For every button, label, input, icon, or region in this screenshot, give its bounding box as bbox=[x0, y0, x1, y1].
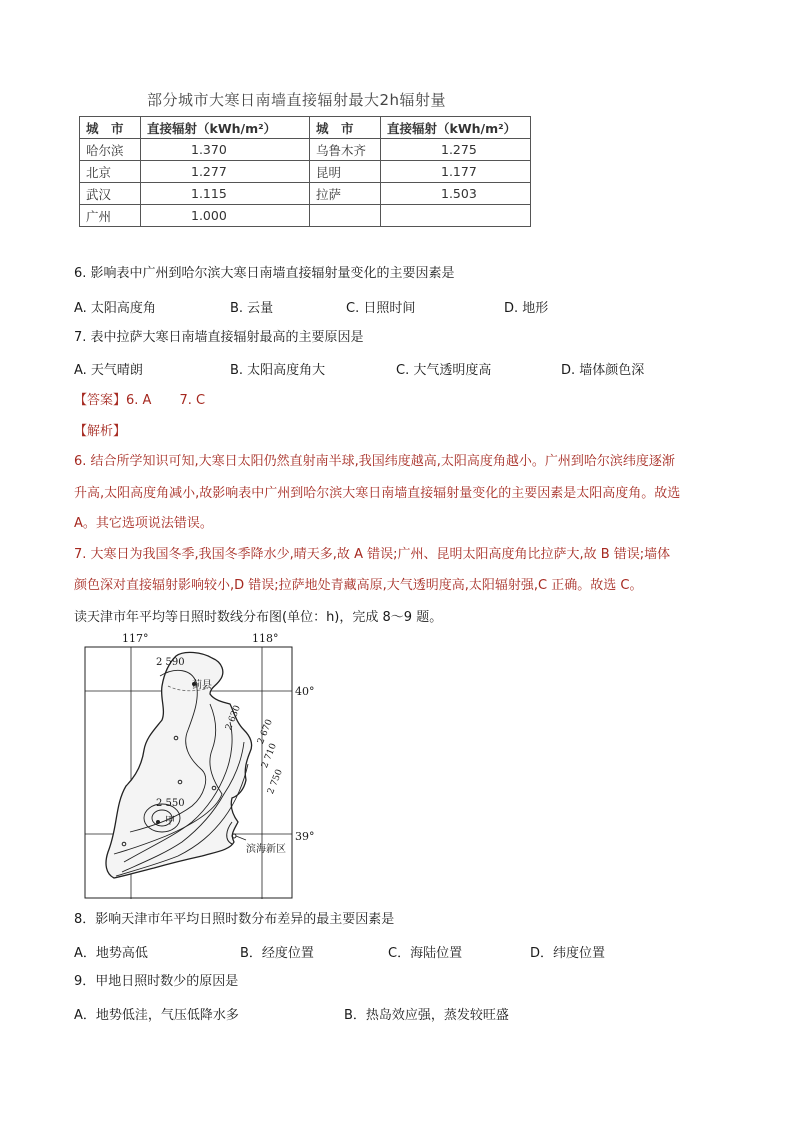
analysis-6-line-1: 6. 结合所学知识可知,大寒日太阳仍然直射南半球,我国纬度越高,太阳高度角越小。广州到哈尔滨纬度逐渐 bbox=[74, 454, 675, 469]
table-header-row bbox=[80, 117, 531, 139]
table-cell: 1.503 bbox=[381, 183, 531, 205]
table-caption: 部分城市大寒日南墙直接辐射最大2h辐射量 bbox=[147, 91, 447, 109]
map-graphic bbox=[84, 646, 294, 900]
table-cell: 武汉 bbox=[80, 183, 141, 205]
binhai-leader bbox=[236, 836, 246, 840]
isoline-label-2670: 2 670 bbox=[256, 718, 275, 746]
table-cell: 1.277 bbox=[141, 161, 310, 183]
isoline-label-2590: 2 590 bbox=[156, 657, 185, 668]
table-cell: 拉萨 bbox=[310, 183, 381, 205]
question-8-option-d: D．纬度位置 bbox=[530, 946, 606, 961]
question-8-option-b: B．经度位置 bbox=[240, 946, 314, 961]
jia-point bbox=[156, 820, 160, 824]
table-cell: 1.000 bbox=[141, 205, 310, 227]
analysis-label: 【解析】 bbox=[74, 424, 127, 439]
table-header-cell: 直接辐射（kWh/m²） bbox=[381, 117, 531, 139]
table-row bbox=[80, 205, 531, 227]
table-header-cell: 城 市 bbox=[310, 117, 381, 139]
radiation-table bbox=[79, 116, 531, 227]
answer-6: 6. A bbox=[126, 393, 152, 408]
question-6-option-c: C. 日照时间 bbox=[346, 301, 416, 316]
question-7-stem: 7. 表中拉萨大寒日南墙直接辐射最高的主要原因是 bbox=[74, 330, 364, 345]
table-row bbox=[80, 161, 531, 183]
question-6-stem: 6. 影响表中广州到哈尔滨大寒日南墙直接辐射量变化的主要因素是 bbox=[74, 266, 455, 281]
lon-label-118: 118° bbox=[252, 632, 279, 645]
question-6-option-b: B. 云量 bbox=[230, 301, 274, 316]
table-cell: 1.275 bbox=[381, 139, 531, 161]
table-row bbox=[80, 139, 531, 161]
table-cell: 广州 bbox=[80, 205, 141, 227]
question-7-option-d: D. 墙体颜色深 bbox=[561, 363, 645, 378]
table-cell: 1.370 bbox=[141, 139, 310, 161]
isoline-label-2710: 2 710 bbox=[260, 742, 279, 770]
table-cell: 1.177 bbox=[381, 161, 531, 183]
analysis-7-line-2: 颜色深对直接辐射影响较小,D 错误;拉萨地处青藏高原,大气透明度高,太阳辐射强,C 正确。故选 C。 bbox=[74, 578, 643, 593]
question-8-option-c: C．海陆位置 bbox=[388, 946, 463, 961]
question-8-option-a: A．地势高低 bbox=[74, 946, 148, 961]
question-7-option-a: A. 天气晴朗 bbox=[74, 363, 143, 378]
analysis-6-line-3: A。其它选项说法错误。 bbox=[74, 516, 213, 531]
answer-line bbox=[74, 392, 205, 410]
place-label-jixian: 蓟县 bbox=[192, 680, 212, 691]
table-cell: 1.115 bbox=[141, 183, 310, 205]
table-cell: 北京 bbox=[80, 161, 141, 183]
isoline-label-2750: 2 750 bbox=[266, 768, 285, 796]
table-cell bbox=[381, 205, 531, 227]
answer-7: 7. C bbox=[179, 393, 206, 408]
place-label-binhai: 滨海新区 bbox=[246, 844, 286, 855]
table-cell: 昆明 bbox=[310, 161, 381, 183]
lat-label-39: 39° bbox=[295, 830, 315, 843]
question-9-option-b: B．热岛效应强，蒸发较旺盛 bbox=[344, 1008, 509, 1023]
lon-label-117: 117° bbox=[122, 632, 149, 645]
table-cell: 乌鲁木齐 bbox=[310, 139, 381, 161]
table-header-cell: 城 市 bbox=[80, 117, 141, 139]
question-7-option-c: C. 大气透明度高 bbox=[396, 363, 492, 378]
question-6-option-d: D. 地形 bbox=[504, 301, 549, 316]
question-9-option-a: A．地势低洼，气压低降水多 bbox=[74, 1008, 239, 1023]
lat-label-40: 40° bbox=[295, 685, 315, 698]
place-label-jia: 甲 bbox=[165, 816, 175, 827]
question-8-stem: 8．影响天津市年平均日照时数分布差异的最主要因素是 bbox=[74, 912, 395, 927]
table-row bbox=[80, 183, 531, 205]
answer-label: 【答案】 bbox=[74, 393, 127, 408]
table-cell: 哈尔滨 bbox=[80, 139, 141, 161]
isoline-label-2550: 2 550 bbox=[156, 798, 185, 809]
question-6-option-a: A. 太阳高度角 bbox=[74, 301, 156, 316]
isoline-label-2630: 2 630 bbox=[224, 704, 243, 732]
analysis-7-line-1: 7. 大寒日为我国冬季,我国冬季降水少,晴天多,故 A 错误;广州、昆明太阳高度角比拉萨大,故 B 错误;墙体 bbox=[74, 547, 671, 562]
map-intro: 读天津市年平均等日照时数线分布图(单位：h)，完成 8～9 题。 bbox=[74, 610, 443, 625]
tianjin-sunshine-map bbox=[84, 632, 324, 900]
table-cell bbox=[310, 205, 381, 227]
table-header-cell: 直接辐射（kWh/m²） bbox=[141, 117, 310, 139]
question-7-option-b: B. 太阳高度角大 bbox=[230, 363, 326, 378]
analysis-6-line-2: 升高,太阳高度角减小,故影响表中广州到哈尔滨大寒日南墙直接辐射量变化的主要因素是太阳高度角。故选 bbox=[74, 486, 681, 501]
question-9-stem: 9．甲地日照时数少的原因是 bbox=[74, 974, 239, 989]
